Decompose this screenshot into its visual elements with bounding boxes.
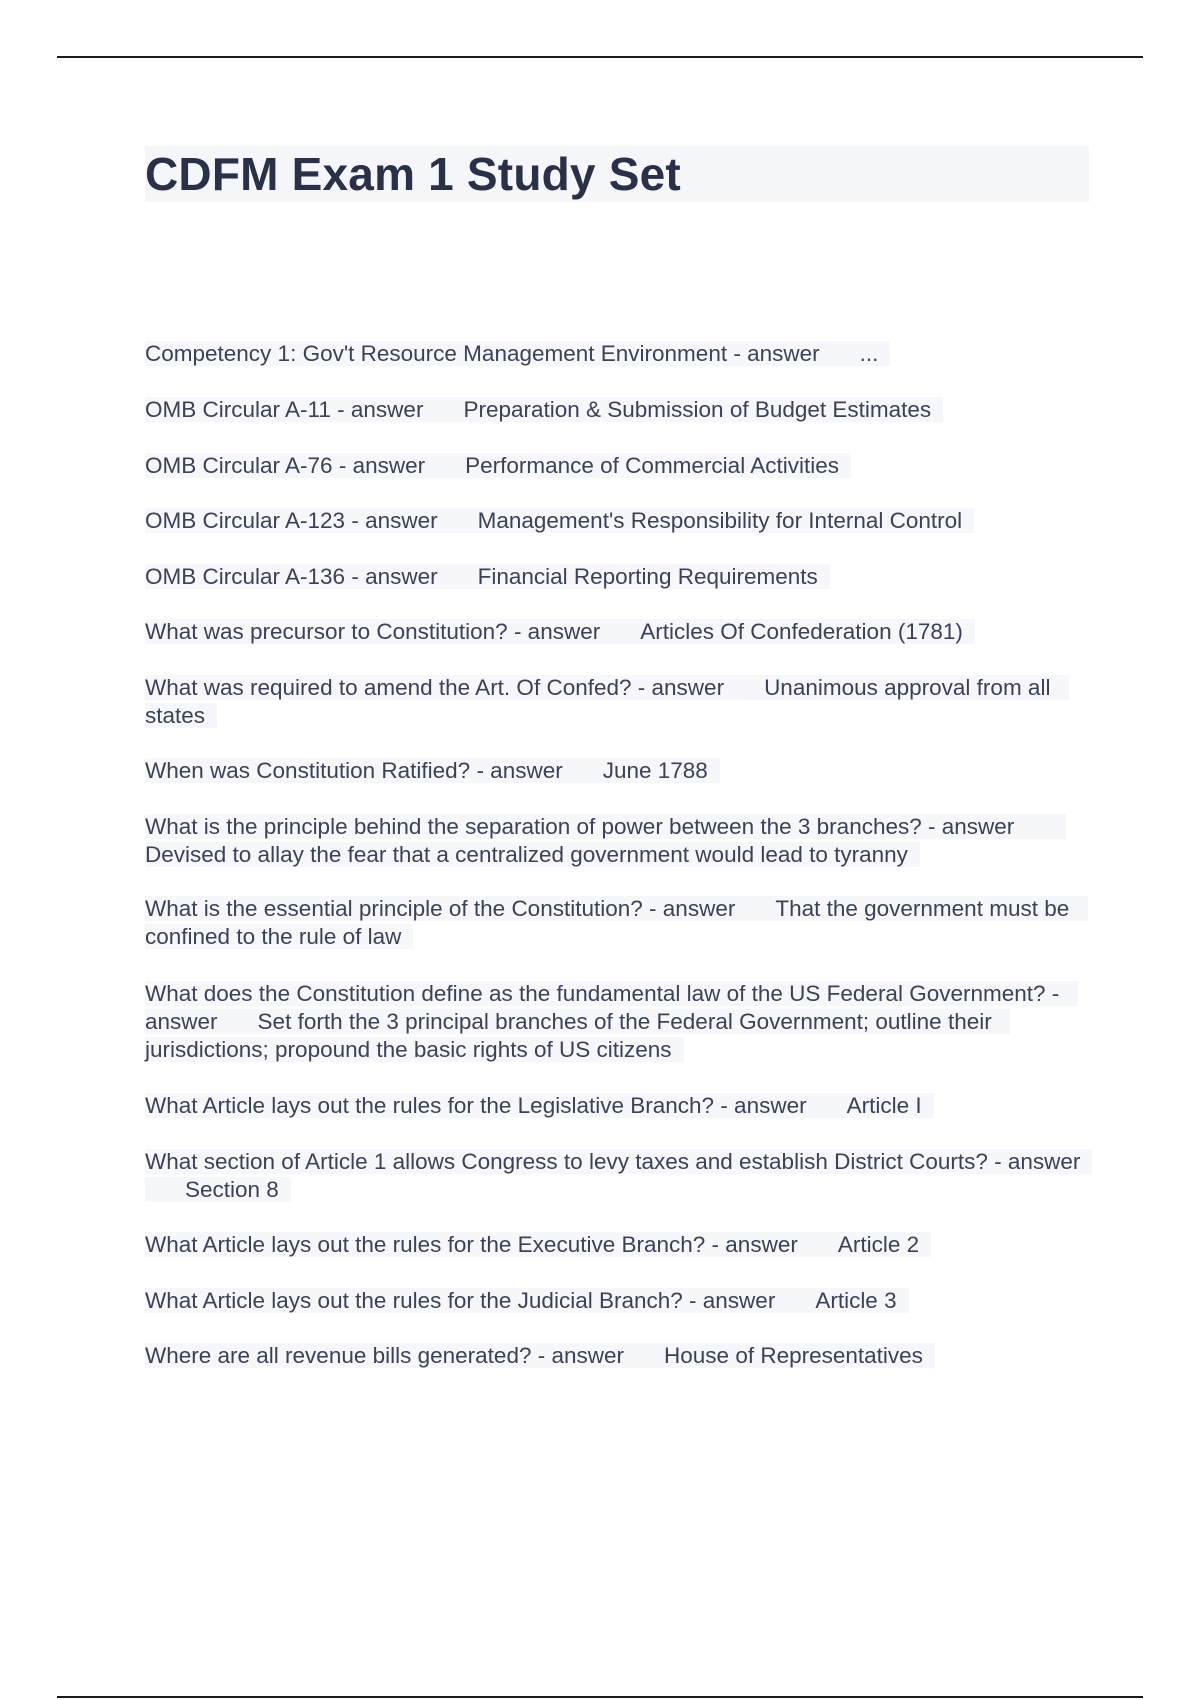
qa-answer: Set forth the 3 principal branches of the Federal Government; outline their jurisdictions; propound the basic rights of US citizens: [145, 1009, 998, 1062]
qa-separator: - answer: [476, 758, 563, 783]
qa-separator: - answer: [733, 341, 820, 366]
qa-separator: - answer: [351, 508, 438, 533]
qa-separator: - answer: [711, 1232, 798, 1257]
qa-question: What was precursor to Constitution?: [145, 619, 508, 644]
qa-answer: Financial Reporting Requirements: [477, 564, 818, 589]
qa-question: OMB Circular A-123: [145, 508, 346, 533]
qa-item: [145, 813, 1090, 869]
qa-item: [145, 1148, 1090, 1204]
qa-separator: - answer: [994, 1149, 1081, 1174]
qa-answer: ...: [859, 341, 879, 366]
qa-answer: Article I: [846, 1093, 922, 1118]
qa-separator: - answer: [928, 814, 1015, 839]
qa-question: What Article lays out the rules for the Judicial Branch?: [145, 1288, 683, 1313]
qa-question: Where are all revenue bills generated?: [145, 1343, 532, 1368]
title-block: [145, 146, 1089, 202]
qa-separator: - answer: [338, 453, 426, 478]
qa-answer: Article 2: [837, 1232, 920, 1257]
top-rule: [57, 56, 1143, 58]
qa-question: OMB Circular A-136: [145, 564, 346, 589]
qa-answer: Devised to allay the fear that a centralized government would lead to tyranny: [145, 842, 908, 867]
qa-separator: - answer: [637, 675, 725, 700]
qa-item: [145, 618, 975, 646]
qa-answer: Articles Of Confederation (1781): [640, 619, 963, 644]
qa-separator: - answer: [513, 619, 601, 644]
qa-question: When was Constitution Ratified?: [145, 758, 471, 783]
qa-separator: - answer: [537, 1343, 625, 1368]
qa-question: OMB Circular A-76: [145, 453, 333, 478]
qa-answer: Article 3: [815, 1288, 897, 1313]
qa-answer: Section 8: [185, 1177, 279, 1202]
qa-item: [145, 1342, 935, 1370]
qa-item: [145, 340, 890, 368]
qa-question: What Article lays out the rules for the Legislative Branch?: [145, 1093, 715, 1118]
qa-question: What does the Constitution define as the fundamental law of the US Federal Government?: [145, 981, 1046, 1006]
qa-item: [145, 895, 1090, 951]
qa-separator: - answer: [649, 896, 736, 921]
bottom-rule: [57, 1696, 1143, 1698]
qa-answer: Performance of Commercial Activities: [465, 453, 839, 478]
qa-answer: Unanimous approval from all states: [145, 675, 1057, 728]
qa-item: [145, 507, 974, 535]
qa-question: What is the essential principle of the Constitution?: [145, 896, 643, 921]
qa-separator: - answer: [337, 397, 424, 422]
qa-separator: - answer: [720, 1093, 807, 1118]
qa-separator: - answer: [145, 981, 1066, 1034]
qa-answer: House of Representatives: [664, 1343, 923, 1368]
qa-answer: Management's Responsibility for Internal Control: [477, 508, 963, 533]
qa-question: What Article lays out the rules for the Executive Branch?: [145, 1232, 706, 1257]
qa-item: [145, 980, 1090, 1064]
qa-item: [145, 563, 830, 591]
qa-item: [145, 396, 943, 424]
qa-item: [145, 1092, 934, 1120]
qa-answer: Preparation & Submission of Budget Estimates: [463, 397, 932, 422]
qa-question: What section of Article 1 allows Congress to levy taxes and establish District Courts?: [145, 1149, 988, 1174]
qa-question: What was required to amend the Art. Of Confed?: [145, 675, 632, 700]
qa-item: [145, 452, 851, 480]
qa-item: [145, 1287, 909, 1315]
qa-item: [145, 1231, 931, 1259]
qa-separator: - answer: [689, 1288, 776, 1313]
qa-question: Competency 1: Gov't Resource Management Environment: [145, 341, 728, 366]
qa-answer: That the government must be confined to the rule of law: [145, 896, 1076, 949]
qa-item: [145, 674, 1090, 730]
page-title: CDFM Exam 1 Study Set: [145, 148, 681, 200]
qa-question: What is the principle behind the separation of power between the 3 branches?: [145, 814, 922, 839]
qa-answer: June 1788: [602, 758, 708, 783]
qa-item: [145, 757, 720, 785]
qa-separator: - answer: [351, 564, 438, 589]
qa-question: OMB Circular A-11: [145, 397, 331, 422]
